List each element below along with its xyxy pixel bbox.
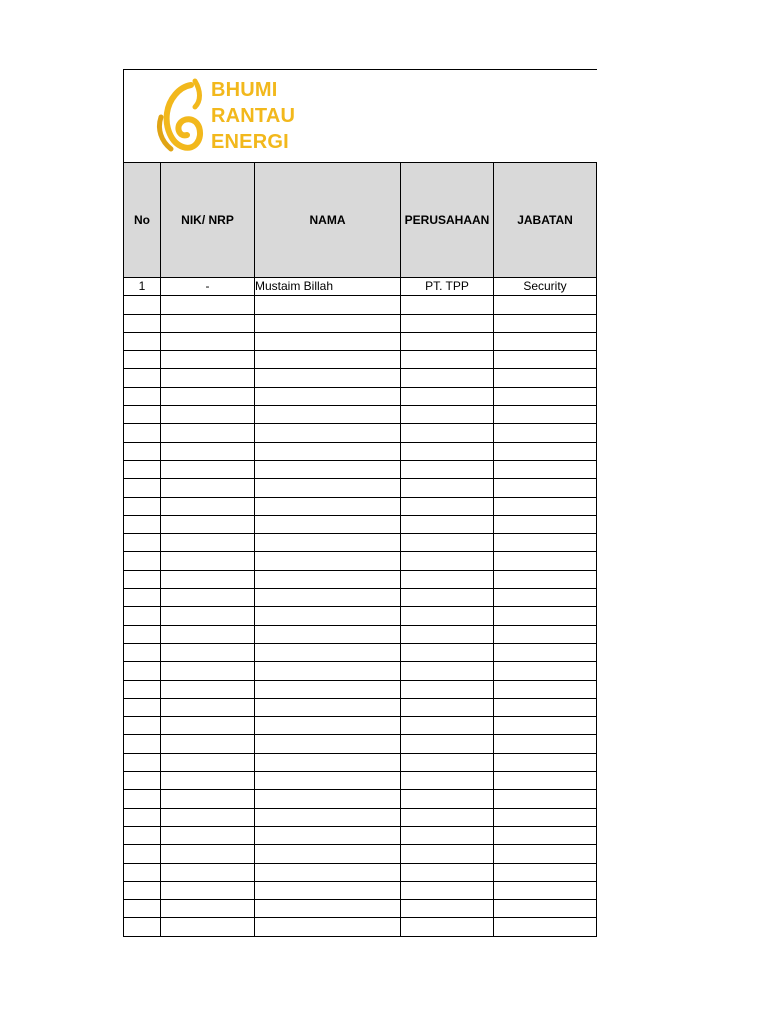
table-row bbox=[124, 717, 597, 735]
table-row bbox=[124, 881, 597, 899]
table-row bbox=[124, 534, 597, 552]
table-row bbox=[124, 442, 597, 460]
cell-jabatan[interactable] bbox=[494, 406, 597, 424]
cell-nama[interactable] bbox=[255, 515, 401, 533]
cell-jabatan[interactable] bbox=[494, 772, 597, 790]
cell-nama[interactable] bbox=[255, 717, 401, 735]
cell-nik[interactable] bbox=[161, 314, 255, 332]
table-row bbox=[124, 607, 597, 625]
table-row bbox=[124, 460, 597, 478]
cell-jabatan[interactable] bbox=[494, 680, 597, 698]
cell-no[interactable] bbox=[124, 424, 161, 442]
header-jabatan: JABATAN bbox=[494, 163, 597, 278]
table-row bbox=[124, 863, 597, 881]
table-row bbox=[124, 735, 597, 753]
cell-nama[interactable] bbox=[255, 753, 401, 771]
cell-jabatan[interactable] bbox=[494, 845, 597, 863]
cell-nama[interactable] bbox=[255, 680, 401, 698]
cell-nik[interactable] bbox=[161, 570, 255, 588]
cell-no[interactable] bbox=[124, 680, 161, 698]
cell-perusahaan[interactable] bbox=[401, 698, 494, 716]
cell-nik[interactable] bbox=[161, 552, 255, 570]
cell-nik[interactable] bbox=[161, 515, 255, 533]
cell-perusahaan[interactable] bbox=[401, 442, 494, 460]
logo-line-1: BHUMI bbox=[211, 79, 278, 101]
table-row bbox=[124, 406, 597, 424]
cell-nik[interactable] bbox=[161, 900, 255, 918]
cell-nama[interactable]: Mustaim Billah bbox=[255, 278, 401, 296]
cell-perusahaan[interactable] bbox=[401, 607, 494, 625]
cell-nik[interactable] bbox=[161, 442, 255, 460]
cell-nama[interactable] bbox=[255, 625, 401, 643]
cell-jabatan[interactable] bbox=[494, 460, 597, 478]
cell-nik[interactable] bbox=[161, 863, 255, 881]
cell-no[interactable] bbox=[124, 607, 161, 625]
cell-perusahaan[interactable] bbox=[401, 314, 494, 332]
table-row bbox=[124, 826, 597, 844]
cell-jabatan[interactable] bbox=[494, 625, 597, 643]
table-row bbox=[124, 515, 597, 533]
cell-nik[interactable] bbox=[161, 881, 255, 899]
cell-perusahaan[interactable] bbox=[401, 808, 494, 826]
cell-perusahaan[interactable] bbox=[401, 570, 494, 588]
cell-nik[interactable] bbox=[161, 479, 255, 497]
table-row bbox=[124, 497, 597, 515]
table-row bbox=[124, 369, 597, 387]
cell-nik[interactable] bbox=[161, 662, 255, 680]
cell-perusahaan[interactable] bbox=[401, 369, 494, 387]
cell-perusahaan[interactable] bbox=[401, 717, 494, 735]
header-no: No bbox=[124, 163, 161, 278]
cell-jabatan[interactable] bbox=[494, 296, 597, 314]
table-row bbox=[124, 662, 597, 680]
cell-perusahaan[interactable] bbox=[401, 662, 494, 680]
cell-no[interactable] bbox=[124, 735, 161, 753]
logo-line-3: ENERGI bbox=[211, 131, 289, 153]
cell-no[interactable] bbox=[124, 406, 161, 424]
cell-nik[interactable] bbox=[161, 918, 255, 936]
cell-nik[interactable] bbox=[161, 387, 255, 405]
cell-nik[interactable] bbox=[161, 351, 255, 369]
cell-nama[interactable] bbox=[255, 351, 401, 369]
cell-nama[interactable] bbox=[255, 570, 401, 588]
cell-perusahaan[interactable] bbox=[401, 918, 494, 936]
cell-nama[interactable] bbox=[255, 808, 401, 826]
cell-nama[interactable] bbox=[255, 881, 401, 899]
cell-nik[interactable]: - bbox=[161, 278, 255, 296]
cell-perusahaan[interactable] bbox=[401, 406, 494, 424]
cell-nama[interactable] bbox=[255, 918, 401, 936]
table-row bbox=[124, 845, 597, 863]
cell-jabatan[interactable] bbox=[494, 314, 597, 332]
table-row bbox=[124, 753, 597, 771]
cell-no[interactable] bbox=[124, 369, 161, 387]
cell-nama[interactable] bbox=[255, 534, 401, 552]
cell-perusahaan[interactable] bbox=[401, 479, 494, 497]
cell-jabatan[interactable] bbox=[494, 643, 597, 661]
table-row bbox=[124, 387, 597, 405]
cell-nik[interactable] bbox=[161, 717, 255, 735]
cell-no[interactable] bbox=[124, 717, 161, 735]
cell-jabatan[interactable] bbox=[494, 863, 597, 881]
cell-no[interactable] bbox=[124, 625, 161, 643]
cell-jabatan[interactable] bbox=[494, 387, 597, 405]
table-row bbox=[124, 790, 597, 808]
cell-jabatan[interactable] bbox=[494, 479, 597, 497]
cell-no[interactable] bbox=[124, 918, 161, 936]
cell-perusahaan[interactable] bbox=[401, 387, 494, 405]
cell-jabatan[interactable] bbox=[494, 497, 597, 515]
cell-no[interactable] bbox=[124, 314, 161, 332]
cell-nik[interactable] bbox=[161, 296, 255, 314]
cell-jabatan[interactable] bbox=[494, 790, 597, 808]
cell-jabatan[interactable] bbox=[494, 900, 597, 918]
table-row bbox=[124, 680, 597, 698]
cell-jabatan[interactable] bbox=[494, 332, 597, 350]
cell-no[interactable] bbox=[124, 351, 161, 369]
cell-no[interactable] bbox=[124, 753, 161, 771]
personnel-table bbox=[123, 162, 597, 937]
cell-perusahaan[interactable] bbox=[401, 900, 494, 918]
table-row bbox=[124, 589, 597, 607]
cell-nik[interactable] bbox=[161, 698, 255, 716]
cell-nama[interactable] bbox=[255, 845, 401, 863]
cell-nik[interactable] bbox=[161, 424, 255, 442]
cell-nama[interactable] bbox=[255, 698, 401, 716]
cell-nik[interactable] bbox=[161, 808, 255, 826]
cell-perusahaan[interactable] bbox=[401, 534, 494, 552]
cell-jabatan[interactable] bbox=[494, 552, 597, 570]
table-row bbox=[124, 479, 597, 497]
cell-perusahaan[interactable] bbox=[401, 332, 494, 350]
table-row bbox=[124, 772, 597, 790]
cell-no[interactable] bbox=[124, 643, 161, 661]
cell-perusahaan[interactable] bbox=[401, 790, 494, 808]
cell-nama[interactable] bbox=[255, 332, 401, 350]
cell-perusahaan[interactable] bbox=[401, 296, 494, 314]
cell-no[interactable] bbox=[124, 808, 161, 826]
cell-nama[interactable] bbox=[255, 552, 401, 570]
cell-jabatan[interactable] bbox=[494, 534, 597, 552]
cell-nik[interactable] bbox=[161, 332, 255, 350]
header-perusahaan: PERUSAHAAN bbox=[401, 163, 494, 278]
cell-nama[interactable] bbox=[255, 296, 401, 314]
cell-no[interactable] bbox=[124, 570, 161, 588]
table-header-row bbox=[124, 163, 597, 278]
cell-no[interactable] bbox=[124, 515, 161, 533]
table-row bbox=[124, 552, 597, 570]
table-row bbox=[124, 698, 597, 716]
header-nama: NAMA bbox=[255, 163, 401, 278]
cell-nik[interactable] bbox=[161, 845, 255, 863]
cell-perusahaan[interactable] bbox=[401, 772, 494, 790]
cell-nik[interactable] bbox=[161, 589, 255, 607]
cell-nama[interactable] bbox=[255, 607, 401, 625]
table-row bbox=[124, 314, 597, 332]
cell-jabatan[interactable] bbox=[494, 589, 597, 607]
table-row bbox=[124, 351, 597, 369]
cell-nama[interactable] bbox=[255, 772, 401, 790]
cell-perusahaan[interactable] bbox=[401, 424, 494, 442]
table-row bbox=[124, 900, 597, 918]
cell-perusahaan[interactable] bbox=[401, 845, 494, 863]
cell-nik[interactable] bbox=[161, 826, 255, 844]
cell-nama[interactable] bbox=[255, 369, 401, 387]
cell-no[interactable] bbox=[124, 863, 161, 881]
cell-jabatan[interactable] bbox=[494, 515, 597, 533]
cell-no[interactable] bbox=[124, 460, 161, 478]
cell-no[interactable] bbox=[124, 772, 161, 790]
cell-nama[interactable] bbox=[255, 662, 401, 680]
header-nik: NIK/ NRP bbox=[161, 163, 255, 278]
cell-no[interactable] bbox=[124, 826, 161, 844]
cell-no[interactable] bbox=[124, 442, 161, 460]
cell-nik[interactable] bbox=[161, 534, 255, 552]
cell-nama[interactable] bbox=[255, 442, 401, 460]
table-row bbox=[124, 570, 597, 588]
cell-no[interactable] bbox=[124, 552, 161, 570]
table-row bbox=[124, 808, 597, 826]
cell-no[interactable] bbox=[124, 296, 161, 314]
table-row bbox=[124, 424, 597, 442]
cell-jabatan[interactable] bbox=[494, 351, 597, 369]
cell-no[interactable]: 1 bbox=[124, 278, 161, 296]
cell-perusahaan[interactable] bbox=[401, 515, 494, 533]
cell-nik[interactable] bbox=[161, 460, 255, 478]
table-row bbox=[124, 918, 597, 936]
cell-perusahaan[interactable] bbox=[401, 351, 494, 369]
cell-nik[interactable] bbox=[161, 406, 255, 424]
cell-nama[interactable] bbox=[255, 387, 401, 405]
company-logo bbox=[151, 77, 309, 157]
cell-jabatan[interactable] bbox=[494, 424, 597, 442]
cell-no[interactable] bbox=[124, 662, 161, 680]
cell-jabatan[interactable] bbox=[494, 442, 597, 460]
cell-jabatan[interactable] bbox=[494, 735, 597, 753]
cell-perusahaan[interactable] bbox=[401, 589, 494, 607]
cell-no[interactable] bbox=[124, 534, 161, 552]
cell-no[interactable] bbox=[124, 845, 161, 863]
cell-nama[interactable] bbox=[255, 424, 401, 442]
cell-perusahaan[interactable] bbox=[401, 625, 494, 643]
cell-jabatan[interactable] bbox=[494, 826, 597, 844]
logo-cell bbox=[123, 69, 596, 162]
cell-nama[interactable] bbox=[255, 735, 401, 753]
cell-nama[interactable] bbox=[255, 863, 401, 881]
cell-jabatan[interactable] bbox=[494, 607, 597, 625]
cell-nik[interactable] bbox=[161, 790, 255, 808]
cell-perusahaan[interactable] bbox=[401, 753, 494, 771]
cell-perusahaan[interactable] bbox=[401, 643, 494, 661]
cell-nik[interactable] bbox=[161, 369, 255, 387]
cell-nik[interactable] bbox=[161, 735, 255, 753]
cell-perusahaan[interactable] bbox=[401, 460, 494, 478]
table-row bbox=[124, 625, 597, 643]
cell-perusahaan[interactable] bbox=[401, 497, 494, 515]
cell-nama[interactable] bbox=[255, 479, 401, 497]
cell-no[interactable] bbox=[124, 790, 161, 808]
cell-perusahaan[interactable] bbox=[401, 826, 494, 844]
cell-jabatan[interactable] bbox=[494, 717, 597, 735]
table-row bbox=[124, 296, 597, 314]
cell-jabatan[interactable] bbox=[494, 808, 597, 826]
cell-nik[interactable] bbox=[161, 497, 255, 515]
cell-no[interactable] bbox=[124, 387, 161, 405]
cell-no[interactable] bbox=[124, 881, 161, 899]
cell-no[interactable] bbox=[124, 900, 161, 918]
cell-nama[interactable] bbox=[255, 790, 401, 808]
cell-nama[interactable] bbox=[255, 460, 401, 478]
cell-no[interactable] bbox=[124, 479, 161, 497]
cell-perusahaan[interactable] bbox=[401, 881, 494, 899]
cell-perusahaan[interactable]: PT. TPP bbox=[401, 278, 494, 296]
bre-swirl-logo-icon bbox=[151, 77, 211, 157]
cell-nik[interactable] bbox=[161, 753, 255, 771]
cell-perusahaan[interactable] bbox=[401, 863, 494, 881]
table-row bbox=[124, 278, 597, 296]
cell-no[interactable] bbox=[124, 497, 161, 515]
cell-jabatan[interactable] bbox=[494, 698, 597, 716]
cell-nama[interactable] bbox=[255, 643, 401, 661]
cell-jabatan[interactable]: Security bbox=[494, 278, 597, 296]
cell-nik[interactable] bbox=[161, 772, 255, 790]
cell-nama[interactable] bbox=[255, 900, 401, 918]
cell-no[interactable] bbox=[124, 589, 161, 607]
cell-nik[interactable] bbox=[161, 680, 255, 698]
cell-nama[interactable] bbox=[255, 314, 401, 332]
cell-perusahaan[interactable] bbox=[401, 735, 494, 753]
cell-jabatan[interactable] bbox=[494, 369, 597, 387]
logo-wordmark bbox=[211, 77, 311, 155]
cell-jabatan[interactable] bbox=[494, 918, 597, 936]
table-row bbox=[124, 643, 597, 661]
cell-nik[interactable] bbox=[161, 643, 255, 661]
cell-perusahaan[interactable] bbox=[401, 680, 494, 698]
cell-nama[interactable] bbox=[255, 589, 401, 607]
cell-nama[interactable] bbox=[255, 826, 401, 844]
logo-line-2: RANTAU bbox=[211, 105, 296, 127]
table-row bbox=[124, 332, 597, 350]
cell-perusahaan[interactable] bbox=[401, 552, 494, 570]
cell-jabatan[interactable] bbox=[494, 662, 597, 680]
cell-jabatan[interactable] bbox=[494, 753, 597, 771]
cell-nik[interactable] bbox=[161, 625, 255, 643]
cell-jabatan[interactable] bbox=[494, 570, 597, 588]
cell-no[interactable] bbox=[124, 698, 161, 716]
cell-nik[interactable] bbox=[161, 607, 255, 625]
cell-nama[interactable] bbox=[255, 497, 401, 515]
cell-jabatan[interactable] bbox=[494, 881, 597, 899]
cell-no[interactable] bbox=[124, 332, 161, 350]
cell-nama[interactable] bbox=[255, 406, 401, 424]
